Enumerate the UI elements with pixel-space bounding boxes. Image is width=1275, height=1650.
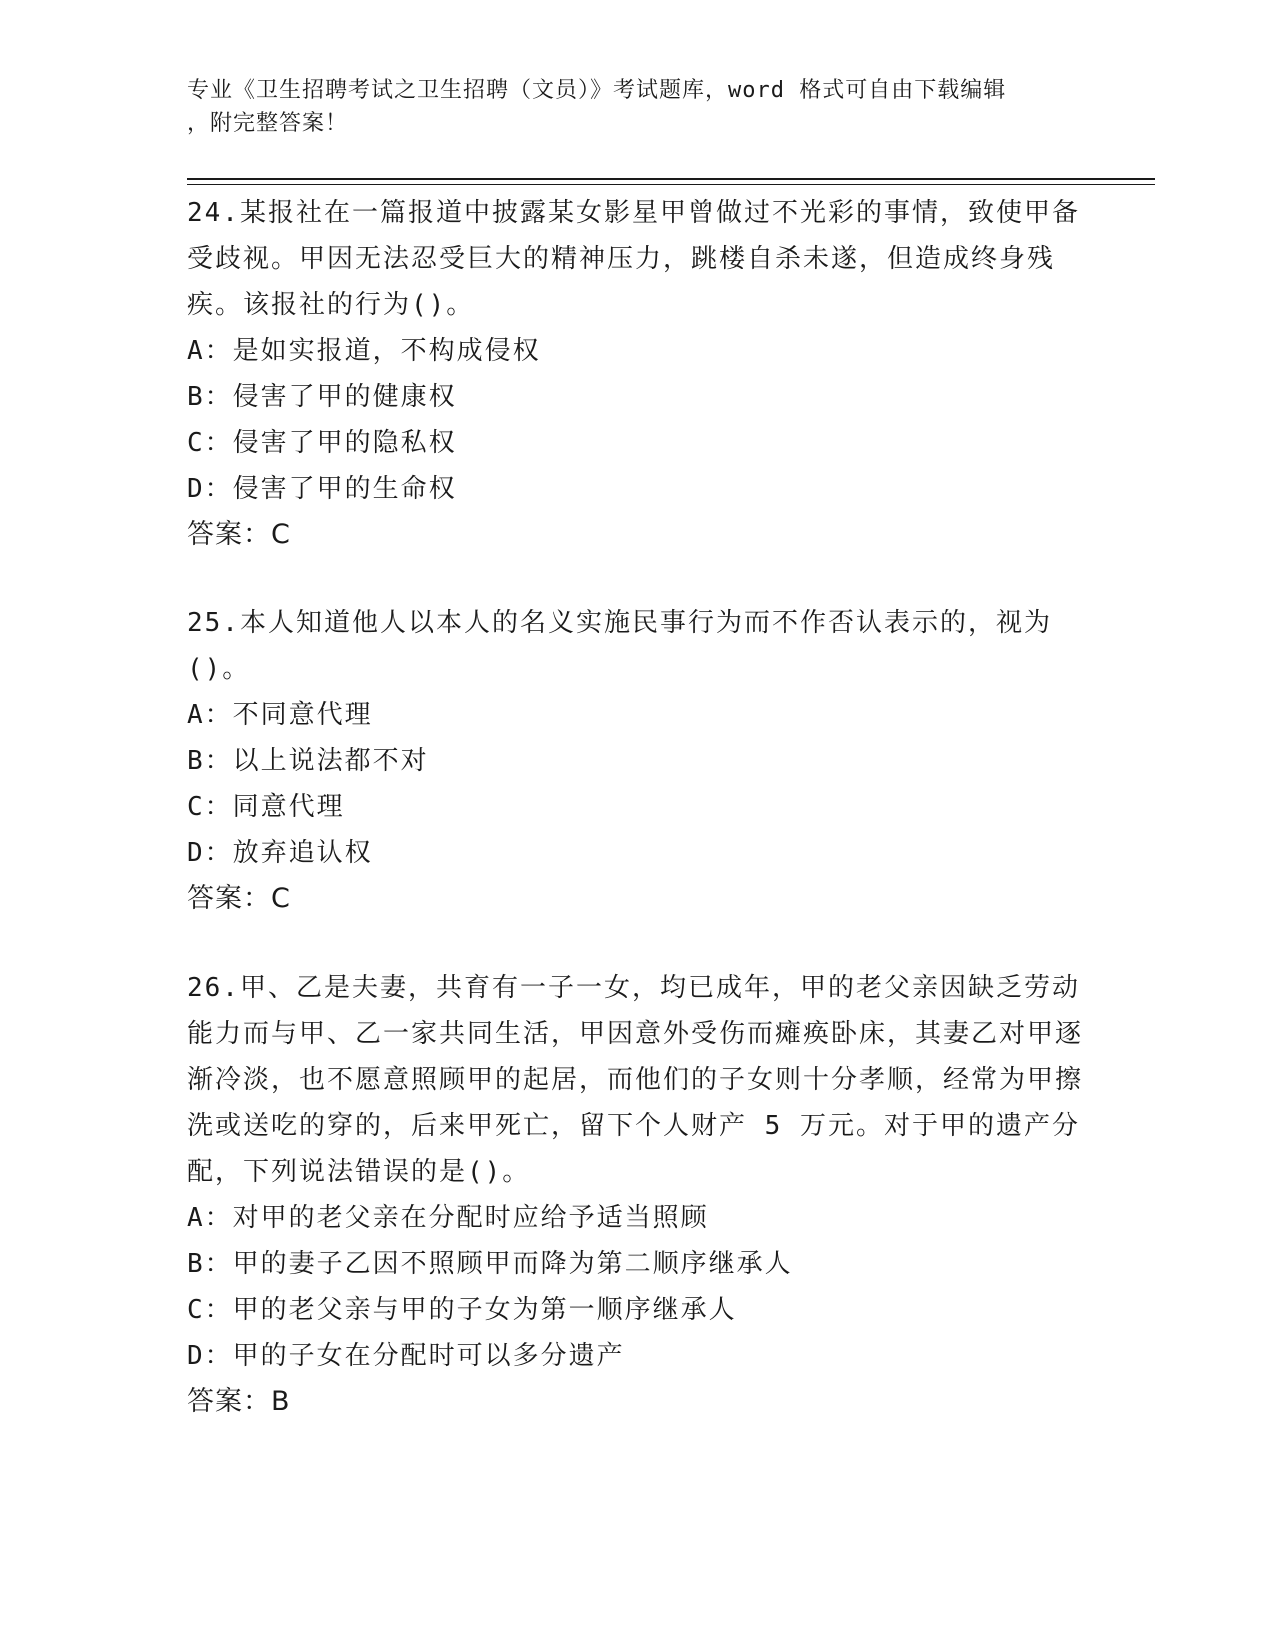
option-d: D：放弃追认权 bbox=[187, 838, 373, 868]
question-25 bbox=[187, 600, 1087, 922]
question-stem: 24.某报社在一篇报道中披露某女影星甲曾做过不光彩的事情，致使甲备受歧视。甲因无法忍受巨大的精神压力，跳楼自杀未遂，但造成终身残疾。该报社的行为()。 bbox=[187, 198, 1080, 320]
option-a: A：不同意代理 bbox=[187, 700, 373, 730]
answer-label: 答案：C bbox=[187, 519, 291, 550]
option-b: B：甲的妻子乙因不照顾甲而降为第二顺序继承人 bbox=[187, 1249, 793, 1279]
question-stem: 25.本人知道他人以本人的名义实施民事行为而不作否认表示的，视为()。 bbox=[187, 608, 1052, 684]
document-header bbox=[187, 74, 1067, 140]
option-a: A：是如实报道，不构成侵权 bbox=[187, 336, 541, 366]
question-stem: 26.甲、乙是夫妻，共育有一子一女，均已成年，甲的老父亲因缺乏劳动能力而与甲、乙一家共同生活，甲因意外受伤而瘫痪卧床，其妻乙对甲逐渐冷淡，也不愿意照顾甲的起居，而他们的子女则十分孝顺，经常为甲擦洗或送吃的穿的，后来甲死亡，留下个人财产 5 万元。对于甲的遗产分配，下列说法错误的是()。 bbox=[187, 973, 1084, 1187]
option-b: B：以上说法都不对 bbox=[187, 746, 429, 776]
header-intro-line-2: ，附完整答案！ bbox=[187, 111, 349, 136]
question-24 bbox=[187, 190, 1087, 558]
header-divider-thin bbox=[187, 184, 1155, 185]
header-intro-line-1: 专业《卫生招聘考试之卫生招聘（文员）》考试题库，word 格式可自由下载编辑 bbox=[187, 78, 1007, 103]
header-divider-thick bbox=[187, 178, 1155, 180]
option-c: C：同意代理 bbox=[187, 792, 345, 822]
option-a: A：对甲的老父亲在分配时应给予适当照顾 bbox=[187, 1203, 709, 1233]
question-26 bbox=[187, 965, 1087, 1425]
option-c: C：侵害了甲的隐私权 bbox=[187, 428, 457, 458]
answer-label: 答案：C bbox=[187, 883, 291, 914]
option-d: D：甲的子女在分配时可以多分遗产 bbox=[187, 1341, 625, 1371]
option-b: B：侵害了甲的健康权 bbox=[187, 382, 457, 412]
option-c: C：甲的老父亲与甲的子女为第一顺序继承人 bbox=[187, 1295, 737, 1325]
answer-label: 答案：B bbox=[187, 1386, 291, 1417]
option-d: D：侵害了甲的生命权 bbox=[187, 474, 457, 504]
